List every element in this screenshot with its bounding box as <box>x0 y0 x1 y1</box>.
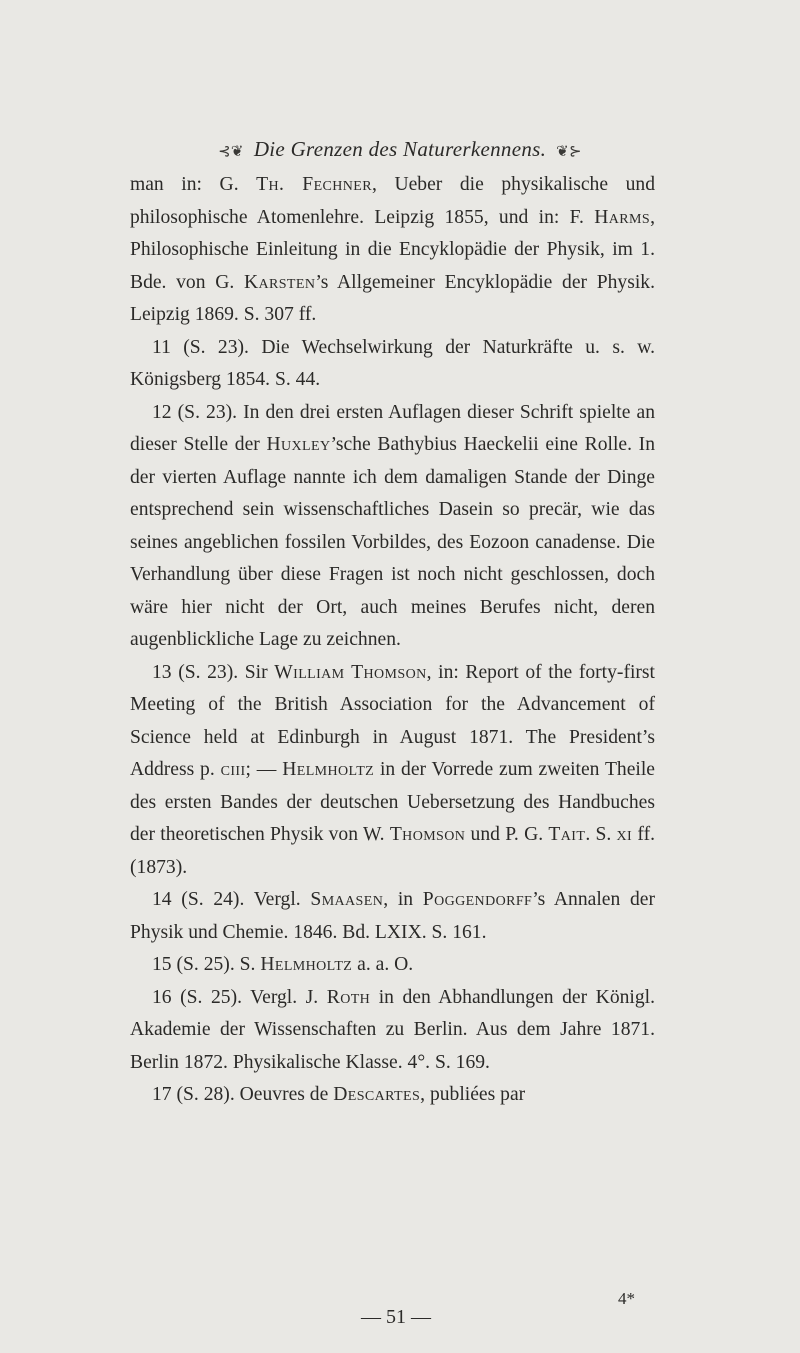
note-paragraph <box>130 949 655 982</box>
note-paragraph <box>130 884 655 949</box>
text-run: a. a. O. <box>352 954 414 975</box>
ornament-left-icon: ⊰❦ <box>218 144 244 160</box>
text-run: 17 (S. 28). Oeuvres de <box>152 1084 334 1105</box>
author-name: Descartes <box>333 1084 421 1105</box>
text-run: und P. G. <box>465 824 549 845</box>
text-run: 11 (S. 23). Die Wechselwirkung der Naturkräfte u. s. w. Königsberg 1854. S. 44. <box>130 336 655 390</box>
text-run: in den Abhandlungen der Königl. Akademie der Wissenschaften zu Berlin. Aus dem Jahre 1871. Berlin 1872. Physikalische Klasse. 4°. S. 169. <box>130 986 655 1073</box>
text-run: 12 (S. 23). In den drei ersten Auflagen dieser Schrift spielte an dieser Stelle der <box>130 401 655 455</box>
text-run: 15 (S. 25). S. <box>152 954 261 975</box>
text-run: , Philosophische Einleitung in die Encyklopädie der Physik, im 1. Bde. von G. <box>130 206 655 293</box>
author-name: Thomson <box>389 824 466 845</box>
running-head-title: Die Grenzen des Naturerkennens. <box>253 137 547 161</box>
text-run: , in: Report of the forty-first Meeting of the British Association for the Advancement of Science held at Edinburgh in August 1871. The President’s Address p. <box>130 661 656 780</box>
author-name: ciii <box>220 759 246 780</box>
author-name: Poggendorff <box>422 889 533 910</box>
note-paragraph <box>130 657 655 885</box>
author-name: Tait <box>548 824 586 845</box>
text-run: ’s Allgemeiner Encyklopädie der Physik. Leipzig 1869. S. 307 ff. <box>130 271 655 325</box>
page-footer <box>0 1289 800 1342</box>
text-run: , Ueber die physikalische und philosophische Atomenlehre. Leipzig 1855, und in: F. <box>130 174 655 228</box>
notes-text-block <box>130 169 655 1112</box>
text-run: ’sche Bathybius Haeckelii eine Rolle. In der vierten Auflage nannte ich dem damaligen Stande der Dinge entsprechend sein wissenschaftliches Dasein so precär, wie das seines angeblichen fossilen Vorbildes, des Eozoon canadense. Die Verhandlung über diese Fragen ist noch nicht geschlossen, doch wäre hier nicht der Ort, auch meines Berufes nicht, deren augenblickliche Lage zu zeichnen. <box>130 434 655 650</box>
author-name: Th. Fechner <box>256 174 372 195</box>
continued-paragraph <box>130 169 655 332</box>
author-name: Harms <box>594 206 651 228</box>
author-name: Helmholtz <box>260 954 353 975</box>
text-run: 14 (S. 24). Vergl. <box>152 889 311 910</box>
ornament-right-icon: ❦⊱ <box>556 144 582 160</box>
author-name: Huxley <box>266 434 331 455</box>
running-head <box>0 136 800 165</box>
text-run: man in: G. <box>130 174 257 195</box>
author-name: William Thomson <box>274 661 427 683</box>
note-paragraph <box>130 982 655 1080</box>
note-paragraph <box>130 1079 655 1112</box>
page-number: — 51 — <box>361 1306 431 1328</box>
text-run: ff. (1873). <box>130 824 655 878</box>
printer-signature-mark: 4* <box>618 1289 635 1308</box>
author-name: Helmholtz <box>282 759 375 780</box>
author-name: Karsten <box>243 271 316 293</box>
note-paragraph <box>130 397 655 657</box>
text-run: 16 (S. 25). Vergl. J. <box>152 986 327 1008</box>
author-name: Smaasen <box>310 889 384 910</box>
note-paragraph <box>130 332 655 397</box>
text-run: , publiées par <box>420 1084 526 1105</box>
text-run: . S. <box>585 824 617 845</box>
text-run: ; — <box>245 759 283 780</box>
text-run: ’s Annalen der Physik und Chemie. 1846. Bd. LXIX. S. 161. <box>130 889 656 943</box>
text-run: 13 (S. 23). Sir <box>152 661 275 683</box>
author-name: xi <box>616 824 633 845</box>
text-run: , in <box>383 889 423 910</box>
author-name: Roth <box>326 986 371 1008</box>
text-run: in der Vorrede zum zweiten Theile des ersten Bandes der deutschen Uebersetzung des Handbuches der theoretischen Physik von W. <box>130 759 656 845</box>
